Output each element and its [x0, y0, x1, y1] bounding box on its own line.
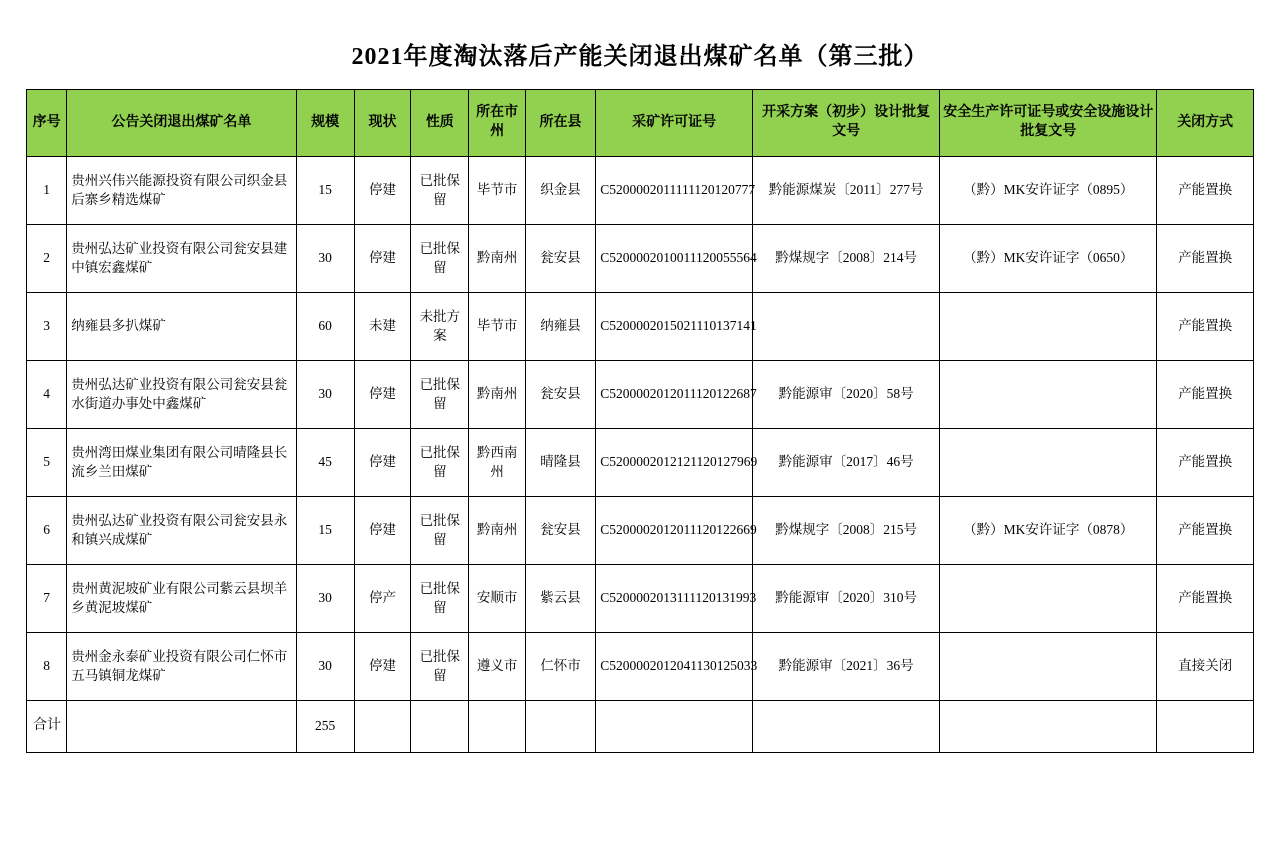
total-safety-license-blank [940, 701, 1157, 753]
cell-mining-license: C5200002012011120122669 [596, 497, 753, 565]
cell-status: 停产 [354, 565, 410, 633]
cell-county: 仁怀市 [525, 633, 595, 701]
cell-mining-license: C5200002012121120127969 [596, 429, 753, 497]
cell-safety-license [940, 633, 1157, 701]
header-scale: 规模 [296, 90, 354, 157]
cell-index: 1 [27, 157, 67, 225]
cell-mine-name: 贵州金永泰矿业投资有限公司仁怀市五马镇铜龙煤矿 [67, 633, 296, 701]
total-mining-license-blank [596, 701, 753, 753]
coal-mine-closure-table [26, 89, 1254, 753]
cell-county: 瓮安县 [525, 361, 595, 429]
table-row [27, 225, 1254, 293]
total-scale: 255 [296, 701, 354, 753]
cell-close-method: 产能置换 [1157, 497, 1254, 565]
cell-county: 紫云县 [525, 565, 595, 633]
total-design-approval-blank [753, 701, 940, 753]
cell-mine-name: 贵州弘达矿业投资有限公司瓮安县永和镇兴成煤矿 [67, 497, 296, 565]
cell-nature: 未批方案 [411, 293, 469, 361]
total-mine-name-blank [67, 701, 296, 753]
total-status-blank [354, 701, 410, 753]
cell-design-approval: 黔能源煤炭〔2011〕277号 [753, 157, 940, 225]
cell-mine-name: 贵州弘达矿业投资有限公司瓮安县建中镇宏鑫煤矿 [67, 225, 296, 293]
cell-mining-license: C5200002013111120131993 [596, 565, 753, 633]
cell-status: 停建 [354, 157, 410, 225]
cell-status: 停建 [354, 225, 410, 293]
header-county: 所在县 [525, 90, 595, 157]
cell-safety-license: （黔）MK安许证字（0878） [940, 497, 1157, 565]
cell-city: 黔西南州 [469, 429, 525, 497]
cell-mining-license: C5200002011111120120777 [596, 157, 753, 225]
header-mine-name: 公告关闭退出煤矿名单 [67, 90, 296, 157]
cell-safety-license [940, 361, 1157, 429]
cell-nature: 已批保留 [411, 497, 469, 565]
cell-county: 纳雍县 [525, 293, 595, 361]
cell-close-method: 产能置换 [1157, 565, 1254, 633]
cell-city: 黔南州 [469, 497, 525, 565]
cell-safety-license: （黔）MK安许证字（0650） [940, 225, 1157, 293]
cell-close-method: 产能置换 [1157, 429, 1254, 497]
table-row [27, 429, 1254, 497]
cell-mining-license: C5200002012011120122687 [596, 361, 753, 429]
cell-index: 3 [27, 293, 67, 361]
cell-mining-license: C5200002015021110137141 [596, 293, 753, 361]
cell-status: 停建 [354, 361, 410, 429]
cell-status: 停建 [354, 429, 410, 497]
document-page [0, 36, 1280, 854]
table-row [27, 157, 1254, 225]
header-design-approval: 开采方案（初步）设计批复文号 [753, 90, 940, 157]
cell-index: 5 [27, 429, 67, 497]
cell-city: 黔南州 [469, 225, 525, 293]
cell-design-approval: 黔能源审〔2020〕310号 [753, 565, 940, 633]
cell-nature: 已批保留 [411, 361, 469, 429]
cell-nature: 已批保留 [411, 225, 469, 293]
cell-county: 瓮安县 [525, 225, 595, 293]
cell-scale: 15 [296, 157, 354, 225]
table-row [27, 293, 1254, 361]
cell-mining-license: C5200002012041130125033 [596, 633, 753, 701]
header-status: 现状 [354, 90, 410, 157]
cell-design-approval: 黔能源审〔2017〕46号 [753, 429, 940, 497]
cell-status: 未建 [354, 293, 410, 361]
cell-city: 毕节市 [469, 293, 525, 361]
table-container [26, 89, 1254, 753]
cell-scale: 30 [296, 225, 354, 293]
cell-index: 6 [27, 497, 67, 565]
cell-mine-name: 贵州兴伟兴能源投资有限公司织金县后寨乡精选煤矿 [67, 157, 296, 225]
cell-nature: 已批保留 [411, 633, 469, 701]
cell-scale: 60 [296, 293, 354, 361]
cell-nature: 已批保留 [411, 157, 469, 225]
total-nature-blank [411, 701, 469, 753]
cell-design-approval: 黔煤规字〔2008〕215号 [753, 497, 940, 565]
cell-scale: 30 [296, 361, 354, 429]
cell-design-approval: 黔能源审〔2020〕58号 [753, 361, 940, 429]
cell-scale: 30 [296, 565, 354, 633]
cell-scale: 45 [296, 429, 354, 497]
table-row [27, 361, 1254, 429]
table-row [27, 565, 1254, 633]
cell-close-method: 产能置换 [1157, 293, 1254, 361]
cell-county: 瓮安县 [525, 497, 595, 565]
cell-close-method: 产能置换 [1157, 361, 1254, 429]
table-row [27, 497, 1254, 565]
table-body [27, 157, 1254, 753]
cell-city: 黔南州 [469, 361, 525, 429]
cell-close-method: 产能置换 [1157, 157, 1254, 225]
cell-status: 停建 [354, 497, 410, 565]
cell-city: 毕节市 [469, 157, 525, 225]
header-close-method: 关闭方式 [1157, 90, 1254, 157]
cell-safety-license [940, 293, 1157, 361]
table-row [27, 633, 1254, 701]
cell-city: 安顺市 [469, 565, 525, 633]
table-total-row [27, 701, 1254, 753]
cell-mine-name: 贵州弘达矿业投资有限公司瓮安县瓮水街道办事处中鑫煤矿 [67, 361, 296, 429]
cell-design-approval: 黔煤规字〔2008〕214号 [753, 225, 940, 293]
cell-close-method: 产能置换 [1157, 225, 1254, 293]
cell-scale: 15 [296, 497, 354, 565]
header-nature: 性质 [411, 90, 469, 157]
cell-city: 遵义市 [469, 633, 525, 701]
header-mining-license: 采矿许可证号 [596, 90, 753, 157]
cell-status: 停建 [354, 633, 410, 701]
cell-design-approval [753, 293, 940, 361]
cell-county: 晴隆县 [525, 429, 595, 497]
cell-nature: 已批保留 [411, 565, 469, 633]
table-header [27, 90, 1254, 157]
cell-index: 4 [27, 361, 67, 429]
cell-nature: 已批保留 [411, 429, 469, 497]
total-city-blank [469, 701, 525, 753]
cell-safety-license: （黔）MK安许证字（0895） [940, 157, 1157, 225]
cell-safety-license [940, 429, 1157, 497]
cell-county: 织金县 [525, 157, 595, 225]
table-header-row [27, 90, 1254, 157]
cell-mine-name: 贵州黄泥坡矿业有限公司紫云县坝羊乡黄泥坡煤矿 [67, 565, 296, 633]
cell-index: 2 [27, 225, 67, 293]
cell-index: 7 [27, 565, 67, 633]
cell-safety-license [940, 565, 1157, 633]
cell-index: 8 [27, 633, 67, 701]
page-title: 2021年度淘汰落后产能关闭退出煤矿名单（第三批） [351, 44, 929, 70]
cell-scale: 30 [296, 633, 354, 701]
header-safety-license: 安全生产许可证号或安全设施设计批复文号 [940, 90, 1157, 157]
cell-mining-license: C5200002010011120055564 [596, 225, 753, 293]
header-index: 序号 [27, 90, 67, 157]
cell-close-method: 直接关闭 [1157, 633, 1254, 701]
cell-mine-name: 纳雍县多扒煤矿 [67, 293, 296, 361]
header-city: 所在市州 [469, 90, 525, 157]
cell-mine-name: 贵州湾田煤业集团有限公司晴隆县长流乡兰田煤矿 [67, 429, 296, 497]
cell-design-approval: 黔能源审〔2021〕36号 [753, 633, 940, 701]
total-close-method-blank [1157, 701, 1254, 753]
total-label: 合计 [27, 701, 67, 753]
total-county-blank [525, 701, 595, 753]
